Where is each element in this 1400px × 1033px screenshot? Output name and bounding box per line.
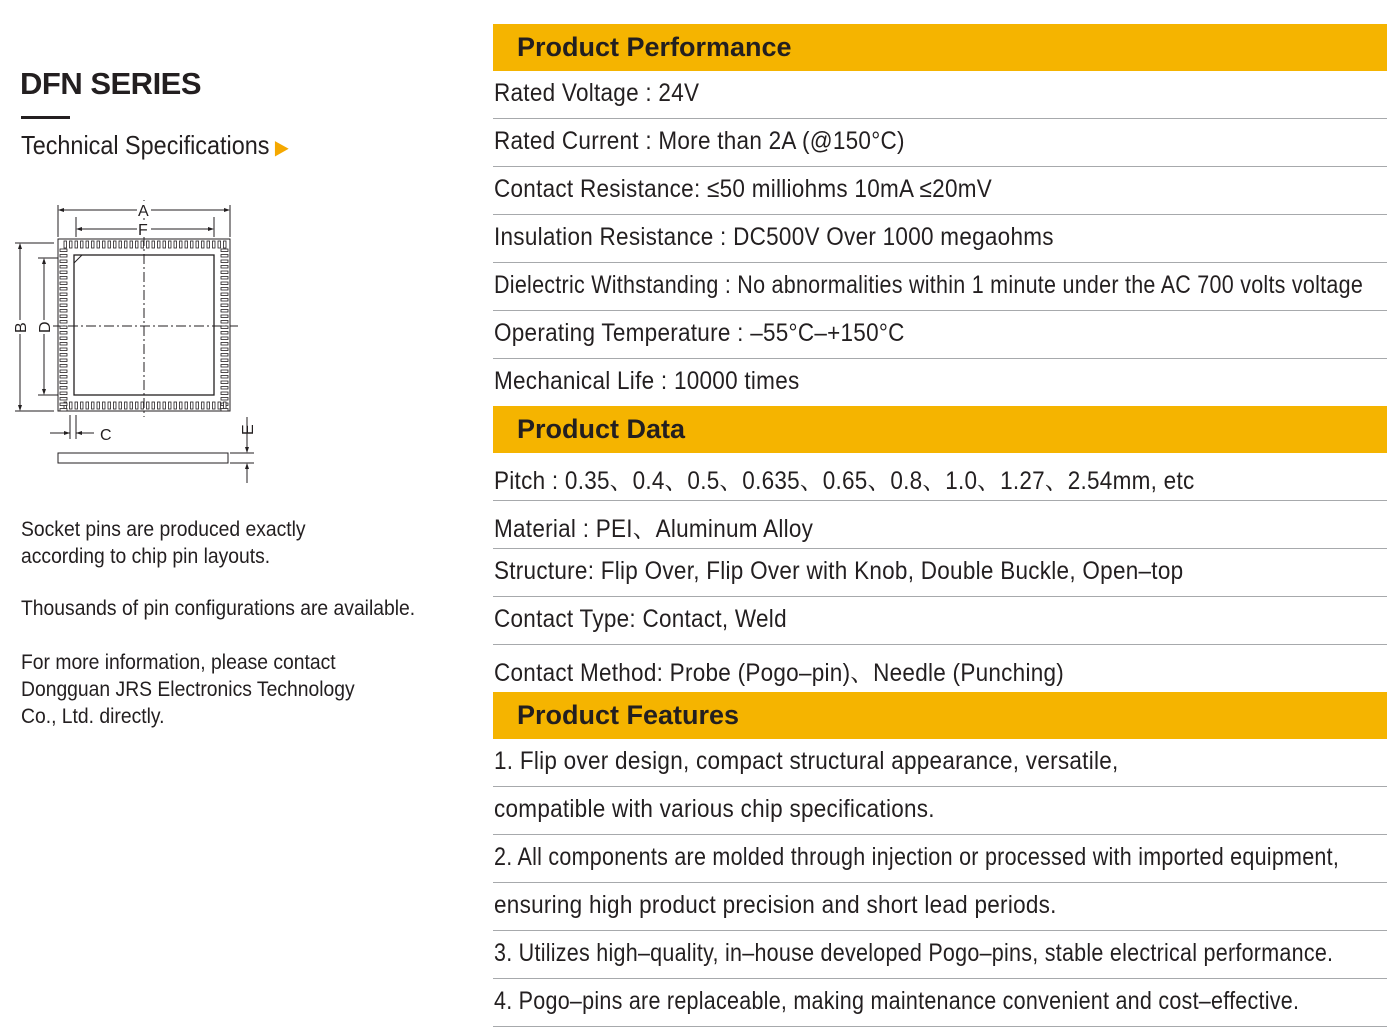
pin [125, 241, 128, 248]
pin [213, 241, 216, 248]
pin [185, 402, 188, 409]
spec-row [493, 501, 1387, 549]
pin [180, 402, 183, 409]
pin [221, 359, 228, 362]
pin [202, 402, 205, 409]
pin [60, 343, 67, 346]
pin [221, 249, 228, 252]
spec-row [493, 739, 1387, 787]
pin [221, 381, 228, 384]
pin [60, 299, 67, 302]
pin [108, 241, 111, 248]
pin [103, 402, 106, 409]
pin [60, 403, 67, 406]
pin [221, 321, 228, 324]
dim-label-f: F [138, 222, 148, 239]
pin [86, 241, 89, 248]
pin [202, 241, 205, 248]
pin [221, 387, 228, 390]
dim-label-e: E [240, 424, 257, 435]
pin [221, 299, 228, 302]
pin [60, 381, 67, 384]
spec-row [493, 263, 1387, 311]
pin [119, 402, 122, 409]
pin [60, 282, 67, 285]
spec-row [493, 167, 1387, 215]
pin [81, 402, 84, 409]
title-underline [21, 116, 70, 119]
spec-text: Mechanical Life : 10000 times [494, 367, 800, 395]
spec-text: Operating Temperature : –55°C–+150°C [494, 319, 905, 347]
pin [60, 271, 67, 274]
spec-text: 4. Pogo–pins are replaceable, making maintenance convenient and cost–effective. [494, 987, 1300, 1015]
pin [97, 241, 100, 248]
pin [218, 241, 221, 248]
pin [130, 402, 133, 409]
pin [221, 255, 228, 258]
pin [221, 271, 228, 274]
pin [97, 402, 100, 409]
pin [60, 370, 67, 373]
spec-row [493, 835, 1387, 883]
dim-label-b: B [13, 322, 30, 333]
tech-spec-label: Technical Specifications [21, 130, 270, 160]
spec-table [493, 24, 1387, 1027]
dim-label-c: C [100, 427, 112, 444]
pin [141, 241, 144, 248]
pin [221, 392, 228, 395]
spec-text: Contact Method: Probe (Pogo–pin)、Needle (Punching) [494, 659, 1065, 687]
pin [221, 315, 228, 318]
pin [103, 241, 106, 248]
pin [60, 277, 67, 280]
pin [174, 241, 177, 248]
pin [136, 402, 139, 409]
pin [60, 409, 67, 412]
dfn-dimension-diagram [10, 195, 270, 495]
pin [221, 266, 228, 269]
pin [60, 387, 67, 390]
pin [221, 282, 228, 285]
pin [196, 241, 199, 248]
play-arrow-icon: ▶ [274, 137, 289, 159]
pin [163, 241, 166, 248]
pin [60, 354, 67, 357]
spec-row [493, 453, 1387, 501]
pin [221, 326, 228, 329]
pin [221, 337, 228, 340]
pin [163, 402, 166, 409]
pin [64, 241, 67, 248]
pin [158, 402, 161, 409]
spec-row [493, 931, 1387, 979]
pin [221, 260, 228, 263]
pin [207, 402, 210, 409]
pin [221, 348, 228, 351]
spec-row [493, 311, 1387, 359]
pin [158, 241, 161, 248]
spec-text: 1. Flip over design, compact structural appearance, versatile, [494, 747, 1119, 775]
series-title: DFN SERIES [20, 66, 202, 101]
spec-text: Structure: Flip Over, Flip Over with Knob, Double Buckle, Open–top [494, 557, 1184, 585]
pin [60, 348, 67, 351]
description-configurations: Thousands of pin configurations are available. [21, 597, 416, 620]
pin [218, 402, 221, 409]
spec-row [493, 883, 1387, 931]
pin [221, 293, 228, 296]
pin [224, 241, 227, 248]
pin [86, 402, 89, 409]
pin [81, 241, 84, 248]
tech-spec-heading [21, 130, 289, 161]
description-pins: Socket pins are produced exactly according to chip pin layouts. [21, 518, 306, 568]
pin [221, 376, 228, 379]
pin [70, 402, 73, 409]
pin [130, 241, 133, 248]
section-header-data [493, 406, 1387, 453]
pin [60, 310, 67, 313]
pin [141, 402, 144, 409]
pin [224, 402, 227, 409]
pin [221, 304, 228, 307]
pin [191, 241, 194, 248]
section-title: Product Performance [517, 32, 792, 62]
spec-text: Dielectric Withstanding : No abnormalities within 1 minute under the AC 700 volts voltage [494, 271, 1364, 299]
pin [60, 315, 67, 318]
pin [207, 241, 210, 248]
spec-row [493, 787, 1387, 835]
spec-text: Contact Type: Contact, Weld [494, 605, 787, 633]
spec-text: Insulation Resistance : DC500V Over 1000 megaohms [494, 223, 1054, 251]
package-side-view [58, 453, 228, 463]
pin [114, 402, 117, 409]
pin [114, 241, 117, 248]
pin [75, 402, 78, 409]
pin [152, 402, 155, 409]
pin [60, 326, 67, 329]
pin1-chamfer [74, 255, 82, 263]
dim-label-a: A [138, 203, 149, 220]
pin [60, 249, 67, 252]
pin [119, 241, 122, 248]
spec-text: Pitch : 0.35、0.4、0.5、0.635、0.65、0.8、1.0、1.27、2.54mm, etc [494, 467, 1195, 495]
pin [70, 241, 73, 248]
pin [221, 332, 228, 335]
pin [174, 402, 177, 409]
pin [221, 398, 228, 401]
spec-text: 2. All components are molded through injection or processed with imported equipment, [494, 843, 1340, 871]
pin [221, 310, 228, 313]
spec-row [493, 549, 1387, 597]
pin [60, 359, 67, 362]
spec-text: Rated Voltage : 24V [494, 79, 700, 107]
pin [147, 402, 150, 409]
pin [191, 402, 194, 409]
pin [108, 402, 111, 409]
spec-text: 3. Utilizes high–quality, in–house developed Pogo–pins, stable electrical performance. [494, 939, 1334, 967]
pin [221, 354, 228, 357]
pin [60, 376, 67, 379]
pin [213, 402, 216, 409]
pin [92, 241, 95, 248]
pin [221, 365, 228, 368]
pin [92, 402, 95, 409]
pin [60, 304, 67, 307]
pin [60, 293, 67, 296]
pin [60, 365, 67, 368]
section-header-performance [493, 24, 1387, 71]
pin [60, 255, 67, 258]
pin [125, 402, 128, 409]
spec-text: compatible with various chip specifications. [494, 795, 935, 823]
spec-row [493, 645, 1387, 692]
pin [196, 402, 199, 409]
pin [180, 241, 183, 248]
pin [169, 241, 172, 248]
pin [221, 409, 228, 412]
pin [221, 288, 228, 291]
pin [60, 260, 67, 263]
spec-row [493, 979, 1387, 1027]
spec-row [493, 597, 1387, 645]
spec-row [493, 71, 1387, 119]
pin [136, 241, 139, 248]
pin [221, 277, 228, 280]
pin [152, 241, 155, 248]
pin [185, 241, 188, 248]
pin [221, 343, 228, 346]
spec-row [493, 359, 1387, 406]
spec-row [493, 119, 1387, 167]
spec-text: Material : PEI、Aluminum Alloy [494, 515, 814, 543]
pin [169, 402, 172, 409]
spec-text: ensuring high product precision and short lead periods. [494, 891, 1057, 919]
section-title: Product Features [517, 700, 740, 730]
pin [60, 398, 67, 401]
spec-text: Rated Current : More than 2A (@150°C) [494, 127, 905, 155]
section-header-features [493, 692, 1387, 739]
pin [221, 370, 228, 373]
dim-label-d: D [37, 321, 54, 333]
left-panel [0, 0, 480, 1033]
spec-row [493, 215, 1387, 263]
description-contact: For more information, please contact Dongguan JRS Electronics Technology Co., Ltd. directly. [21, 651, 355, 728]
pin [60, 321, 67, 324]
pin [60, 332, 67, 335]
pin [147, 241, 150, 248]
section-title: Product Data [517, 414, 686, 444]
spec-text: Contact Resistance: ≤50 milliohms 10mA ≤20mV [494, 175, 993, 203]
pin [60, 288, 67, 291]
pin [60, 266, 67, 269]
pin [60, 337, 67, 340]
pin [60, 392, 67, 395]
pin [75, 241, 78, 248]
